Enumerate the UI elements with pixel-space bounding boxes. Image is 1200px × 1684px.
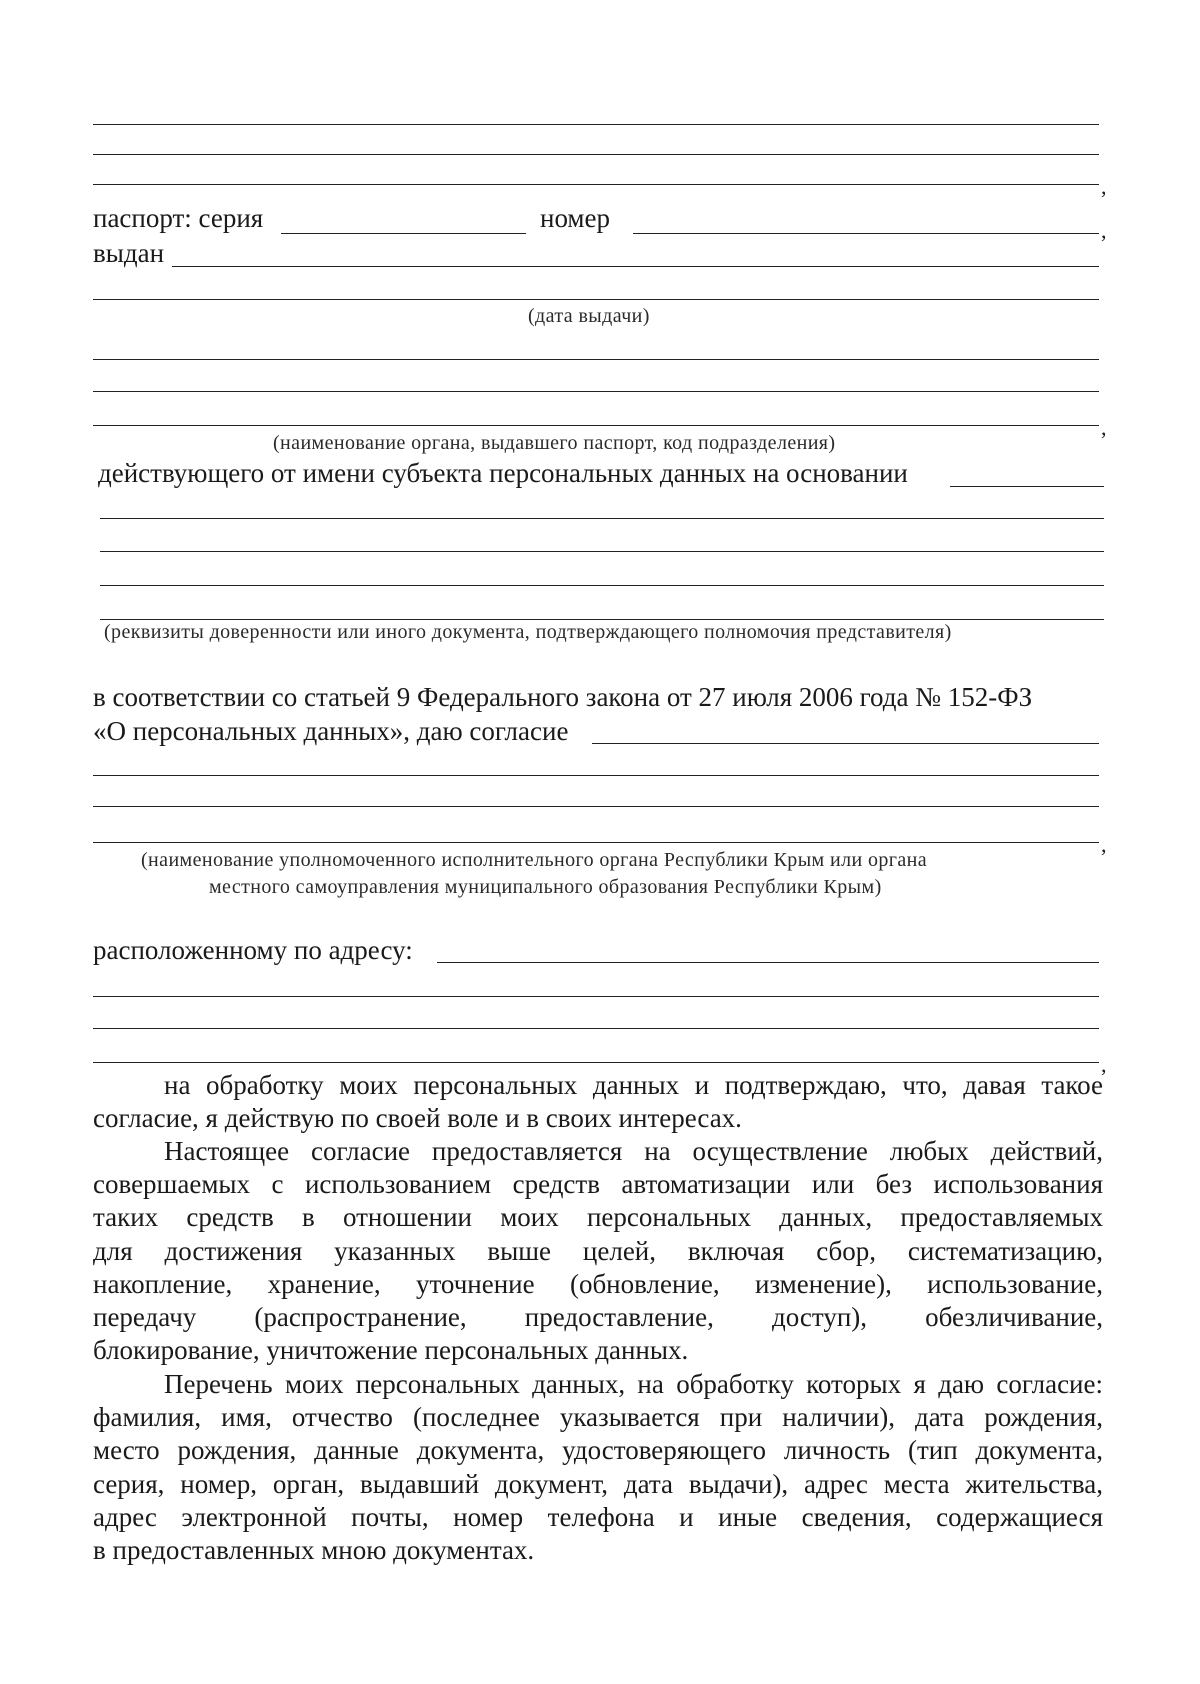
passport-issued-label: выдан	[93, 238, 165, 268]
passport-number-label: номер	[540, 203, 611, 233]
recipient-line-4[interactable]	[93, 842, 1099, 843]
address-field[interactable]	[437, 962, 1099, 963]
paragraph-line: таких средств в отношении моих персональных данных, предоставляемых	[93, 1202, 1103, 1233]
paragraph-line: совершаемых с использованием средств автоматизации или без использования	[93, 1169, 1103, 1200]
acting-basis-label: действующего от имени субъекта персональных данных на основании	[98, 458, 908, 488]
requisites-line-3[interactable]	[100, 585, 1104, 586]
comma: ,	[1101, 1052, 1107, 1077]
name-line-2[interactable]	[93, 154, 1099, 155]
paragraph-line: блокирование, уничтожение персональных данных.	[93, 1335, 689, 1366]
paragraph-processing-actions	[93, 1135, 1103, 1367]
comma: ,	[1101, 218, 1107, 243]
paragraph-line: накопление, хранение, уточнение (обновление, изменение), использование,	[93, 1268, 1103, 1299]
paragraph-line: для достижения указанных выше целей, включая сбор, систематизацию,	[93, 1235, 1103, 1266]
authority-line-2[interactable]	[93, 391, 1099, 392]
paragraph-line: Настоящее согласие предоставляется на осуществление любых действий,	[164, 1136, 1103, 1166]
paragraph-line: на обработку моих персональных данных и подтверждаю, что, давая такое	[164, 1070, 1103, 1100]
authority-line-3[interactable]	[93, 425, 1099, 426]
passport-series-field[interactable]	[281, 233, 526, 234]
address-label: расположенному по адресу:	[93, 935, 413, 965]
passport-issue-date-field[interactable]	[93, 299, 1099, 300]
issue-date-caption: (дата выдачи)	[528, 305, 650, 327]
recipient-caption-line1: (наименование уполномоченного исполнительного органа Республики Крым или органа	[141, 849, 928, 871]
passport-number-field[interactable]	[633, 233, 1099, 234]
requisites-line-1[interactable]	[100, 518, 1104, 519]
paragraph-line: Перечень моих персональных данных, на обработку которых я даю согласие:	[164, 1369, 1103, 1399]
address-line-2[interactable]	[93, 996, 1099, 997]
passport-series-label: паспорт: серия	[93, 203, 264, 233]
paragraph-line: серия, номер, орган, выдавший документ, дата выдачи), адрес места жительства,	[93, 1468, 1103, 1499]
paragraph-line: место рождения, данные документа, удостоверяющего личность (тип документа,	[93, 1435, 1103, 1466]
authority-line-1[interactable]	[93, 359, 1099, 360]
consent-statement-text: «О персональных данных», даю согласие	[93, 716, 569, 746]
paragraph-line: фамилия, имя, отчество (последнее указывается при наличии), дата рождения,	[93, 1402, 1103, 1433]
acting-basis-field[interactable]	[950, 486, 1104, 487]
recipient-line-3[interactable]	[93, 806, 1099, 807]
paragraph-line: в предоставленных мною документах.	[93, 1534, 535, 1565]
paragraph-line: согласие, я действую по своей воле и в своих интересах.	[93, 1103, 742, 1134]
recipient-line-2[interactable]	[93, 775, 1099, 776]
comma: ,	[1101, 832, 1107, 857]
requisites-line-2[interactable]	[100, 551, 1104, 552]
requisites-line-4[interactable]	[100, 619, 1104, 620]
paragraph-line: передачу (распространение, предоставление, доступ), обезличивание,	[93, 1301, 1103, 1332]
name-line-1[interactable]	[93, 124, 1099, 125]
paragraph-line: адрес электронной почты, номер телефона и иные сведения, содержащиеся	[93, 1501, 1103, 1532]
recipient-field[interactable]	[592, 743, 1099, 744]
paragraph-data-list	[93, 1368, 1103, 1567]
paragraph-consent-confirmation	[93, 1069, 1103, 1135]
passport-issued-field[interactable]	[172, 266, 1099, 267]
comma: ,	[1101, 415, 1107, 440]
law-reference-text: в соответствии со статьей 9 Федерального закона от 27 июля 2006 года № 152-ФЗ	[93, 682, 1033, 712]
comma: ,	[1101, 174, 1107, 199]
name-line-3[interactable]	[93, 184, 1099, 185]
requisites-caption: (реквизиты доверенности или иного документа, подтверждающего полномочия представителя)	[104, 621, 952, 643]
address-line-4[interactable]	[93, 1062, 1099, 1063]
recipient-caption-line2: местного самоуправления муниципального образования Республики Крым)	[209, 876, 882, 898]
authority-caption: (наименование органа, выдавшего паспорт, код подразделения)	[273, 432, 836, 454]
address-line-3[interactable]	[93, 1028, 1099, 1029]
